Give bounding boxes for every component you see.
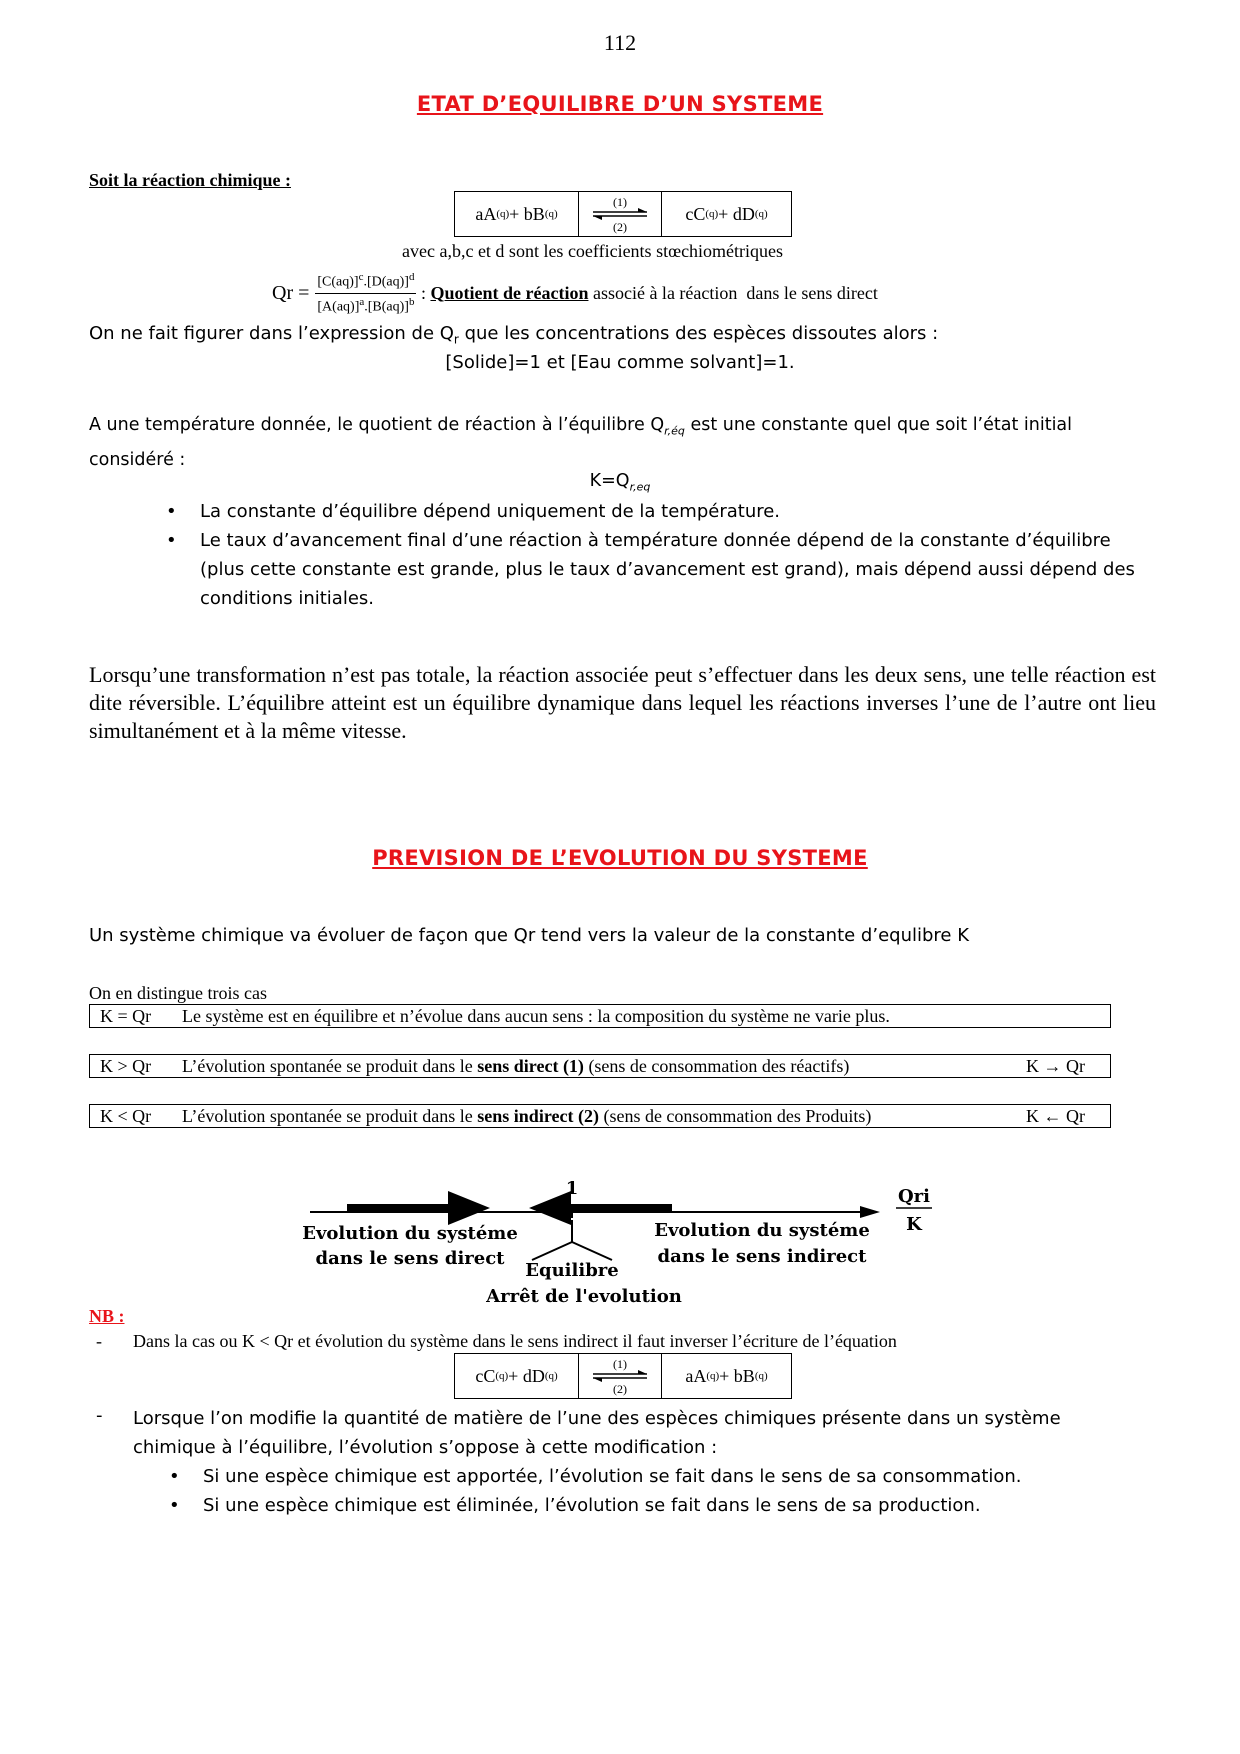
product-d: + dD — [718, 203, 755, 224]
case-condition: K > Qr — [100, 1055, 152, 1076]
reactant-c: cC — [475, 1365, 496, 1386]
state-sub: (q) — [754, 208, 768, 220]
qr-lhs: Qr = — [272, 281, 310, 304]
nb-item-modification: Lorsque l’on modifie la quantité de matière de l’une des espèces chimiques présente dans un système chimique à l’équilibre, l’évolution s’oppose à cette modification : — [133, 1408, 1061, 1458]
indirect-label-line2: dans le sens indirect — [657, 1246, 867, 1267]
section-title-equilibre: ETAT D’EQUILIBRE D’UN SYSTEME — [416, 92, 824, 116]
arrow-label-1: (1) — [613, 1357, 627, 1371]
direct-sense-arrow-icon — [347, 1191, 490, 1225]
equation-products — [662, 1354, 791, 1398]
case-relation: K → Qr — [1026, 1055, 1085, 1076]
section-title-prevision: PREVISION DE L’EVOLUTION DU SYSTEME — [372, 846, 868, 870]
bullet-item: • Si une espèce chimique est apportée, l’évolution se fait dans le sens de sa consommation. — [203, 1462, 1153, 1491]
qr-description: associé à la réaction dans le sens direct — [588, 282, 878, 303]
qr-denominator: $[A(aq)]^a.[B(aq)]^b$ — [317, 295, 415, 315]
reactant-a: aA — [475, 203, 497, 224]
equilibrium-label: Equilibre — [525, 1260, 619, 1281]
stop-evolution-label: Arrêt de l'evolution — [486, 1286, 682, 1307]
equilibrium-arrow — [578, 192, 662, 236]
concentration-note: On ne fait figurer dans l’expression de $Q_r$ que les concentrations des espèces dissoutes alors : — [89, 323, 939, 347]
direct-label-line1: Evolution du systéme — [302, 1223, 518, 1244]
indirect-label-line1: Evolution du systéme — [654, 1220, 870, 1241]
nb-item-inverse: Dans la cas ou K < Qr et évolution du système dans le sens indirect il faut inverser l’écriture de l’équation — [133, 1331, 897, 1351]
double-arrow-icon — [579, 193, 661, 235]
state-sub: (q) — [496, 208, 510, 220]
indirect-sense-arrow-icon — [529, 1191, 672, 1225]
case-condition: K = Qr — [100, 1005, 152, 1026]
bullet-item: • Le taux d’avancement final d’une réaction à température donnée dépend de la constante d’équilibre (plus cette constante est grande, plus le taux d’avancement est grand), mais dépend aussi dépend des conditions initiales. — [200, 526, 1160, 613]
state-sub: (q) — [544, 208, 558, 220]
reaction-intro: Soit la réaction chimique : — [89, 170, 291, 190]
axis-label-denominator: K — [906, 1214, 922, 1235]
equation-products — [662, 192, 791, 236]
case-description: L’évolution spontanée se produit dans le sens direct (1) (sens de consommation des réactifs) — [182, 1055, 850, 1076]
nb-label: NB : — [89, 1306, 125, 1326]
tick-label-one: 1 — [565, 1178, 579, 1199]
product-a: aA — [685, 1365, 707, 1386]
qr-colon: : — [416, 282, 431, 303]
arrow-label-2: (2) — [613, 220, 627, 234]
reactant-d: + dD — [508, 1365, 545, 1386]
modification-bullets — [203, 1462, 1153, 1520]
concentration-convention: [Solide]=1 et [Eau comme solvant]=1. — [445, 352, 795, 373]
equilibrium-bullets — [200, 497, 1160, 613]
case-row-equilibrium — [89, 1004, 1111, 1028]
case-description: L’évolution spontanée se produit dans le sens indirect (2) (sens de consommation des Produits) — [182, 1105, 872, 1126]
axis-label-numerator: Qri — [897, 1186, 931, 1207]
case-row-indirect — [89, 1104, 1111, 1128]
coefficients-note: avec a,b,c et d sont les coefficients stœchiométriques — [402, 241, 784, 261]
direct-label-line2: dans le sens direct — [315, 1248, 505, 1269]
reversible-paragraph: Lorsqu’une transformation n’est pas totale, la réaction associée peut s’effectuer dans les deux sens, une telle réaction est dite réversible. L’équilibre atteint est un équilibre dynamique dans lequel les réactions inverses l’une de l’autre ont lieu simultanément et à la même vitesse. — [89, 662, 1156, 743]
state-sub: (q) — [705, 208, 719, 220]
double-arrow-icon — [579, 1355, 661, 1397]
cases-intro: On en distingue trois cas — [89, 983, 267, 1003]
inverse-equation-box — [454, 1353, 792, 1399]
case-description: Le système est en équilibre et n’évolue dans aucun sens : la composition du système ne varie plus. — [182, 1005, 890, 1026]
nb-dash: - — [96, 1331, 102, 1351]
evolution-diagram — [300, 1150, 950, 1312]
equilibrium-arrow — [578, 1354, 662, 1398]
page-number: 112 — [603, 30, 637, 55]
arrow-label-2: (2) — [613, 1382, 627, 1396]
temperature-paragraph: A une température donnée, le quotient de réaction à l’équilibre $Q_{r,éq}$ est une constante quel que soit l’état initial considéré : — [89, 415, 1073, 470]
product-c: cC — [685, 203, 706, 224]
evolution-intro: Un système chimique va évoluer de façon que Qr tend vers la valeur de la constante d’equlibre K — [89, 925, 970, 946]
arrow-label-1: (1) — [613, 195, 627, 209]
bullet-item: • La constante d’équilibre dépend uniquement de la température. — [200, 497, 1160, 526]
nb-dash: - — [96, 1405, 103, 1426]
case-condition: K < Qr — [100, 1105, 152, 1126]
equation-reactants — [455, 192, 578, 236]
axis-arrowhead-icon — [860, 1206, 880, 1218]
state-sub: (q) — [495, 1370, 509, 1382]
equilibrium-bracket — [532, 1220, 612, 1260]
qr-expression — [272, 264, 878, 322]
k-equals-qreq: $K=Q_{r,eq}$ — [589, 471, 651, 494]
qr-fraction — [315, 271, 416, 315]
case-row-direct — [89, 1054, 1111, 1078]
state-sub: (q) — [754, 1370, 768, 1382]
qr-numerator: $[C(aq)]^c.[D(aq)]^d$ — [315, 271, 416, 294]
reaction-equation-box — [454, 191, 792, 237]
equation-reactants — [455, 1354, 578, 1398]
qr-label: Quotient de réaction — [430, 282, 589, 303]
state-sub: (q) — [706, 1370, 720, 1382]
reactant-b: + bB — [509, 203, 545, 224]
state-sub: (q) — [544, 1370, 558, 1382]
case-relation: K ← Qr — [1026, 1105, 1085, 1126]
bullet-item: • Si une espèce chimique est éliminée, l’évolution se fait dans le sens de sa production. — [203, 1491, 1153, 1520]
product-b: + bB — [719, 1365, 755, 1386]
